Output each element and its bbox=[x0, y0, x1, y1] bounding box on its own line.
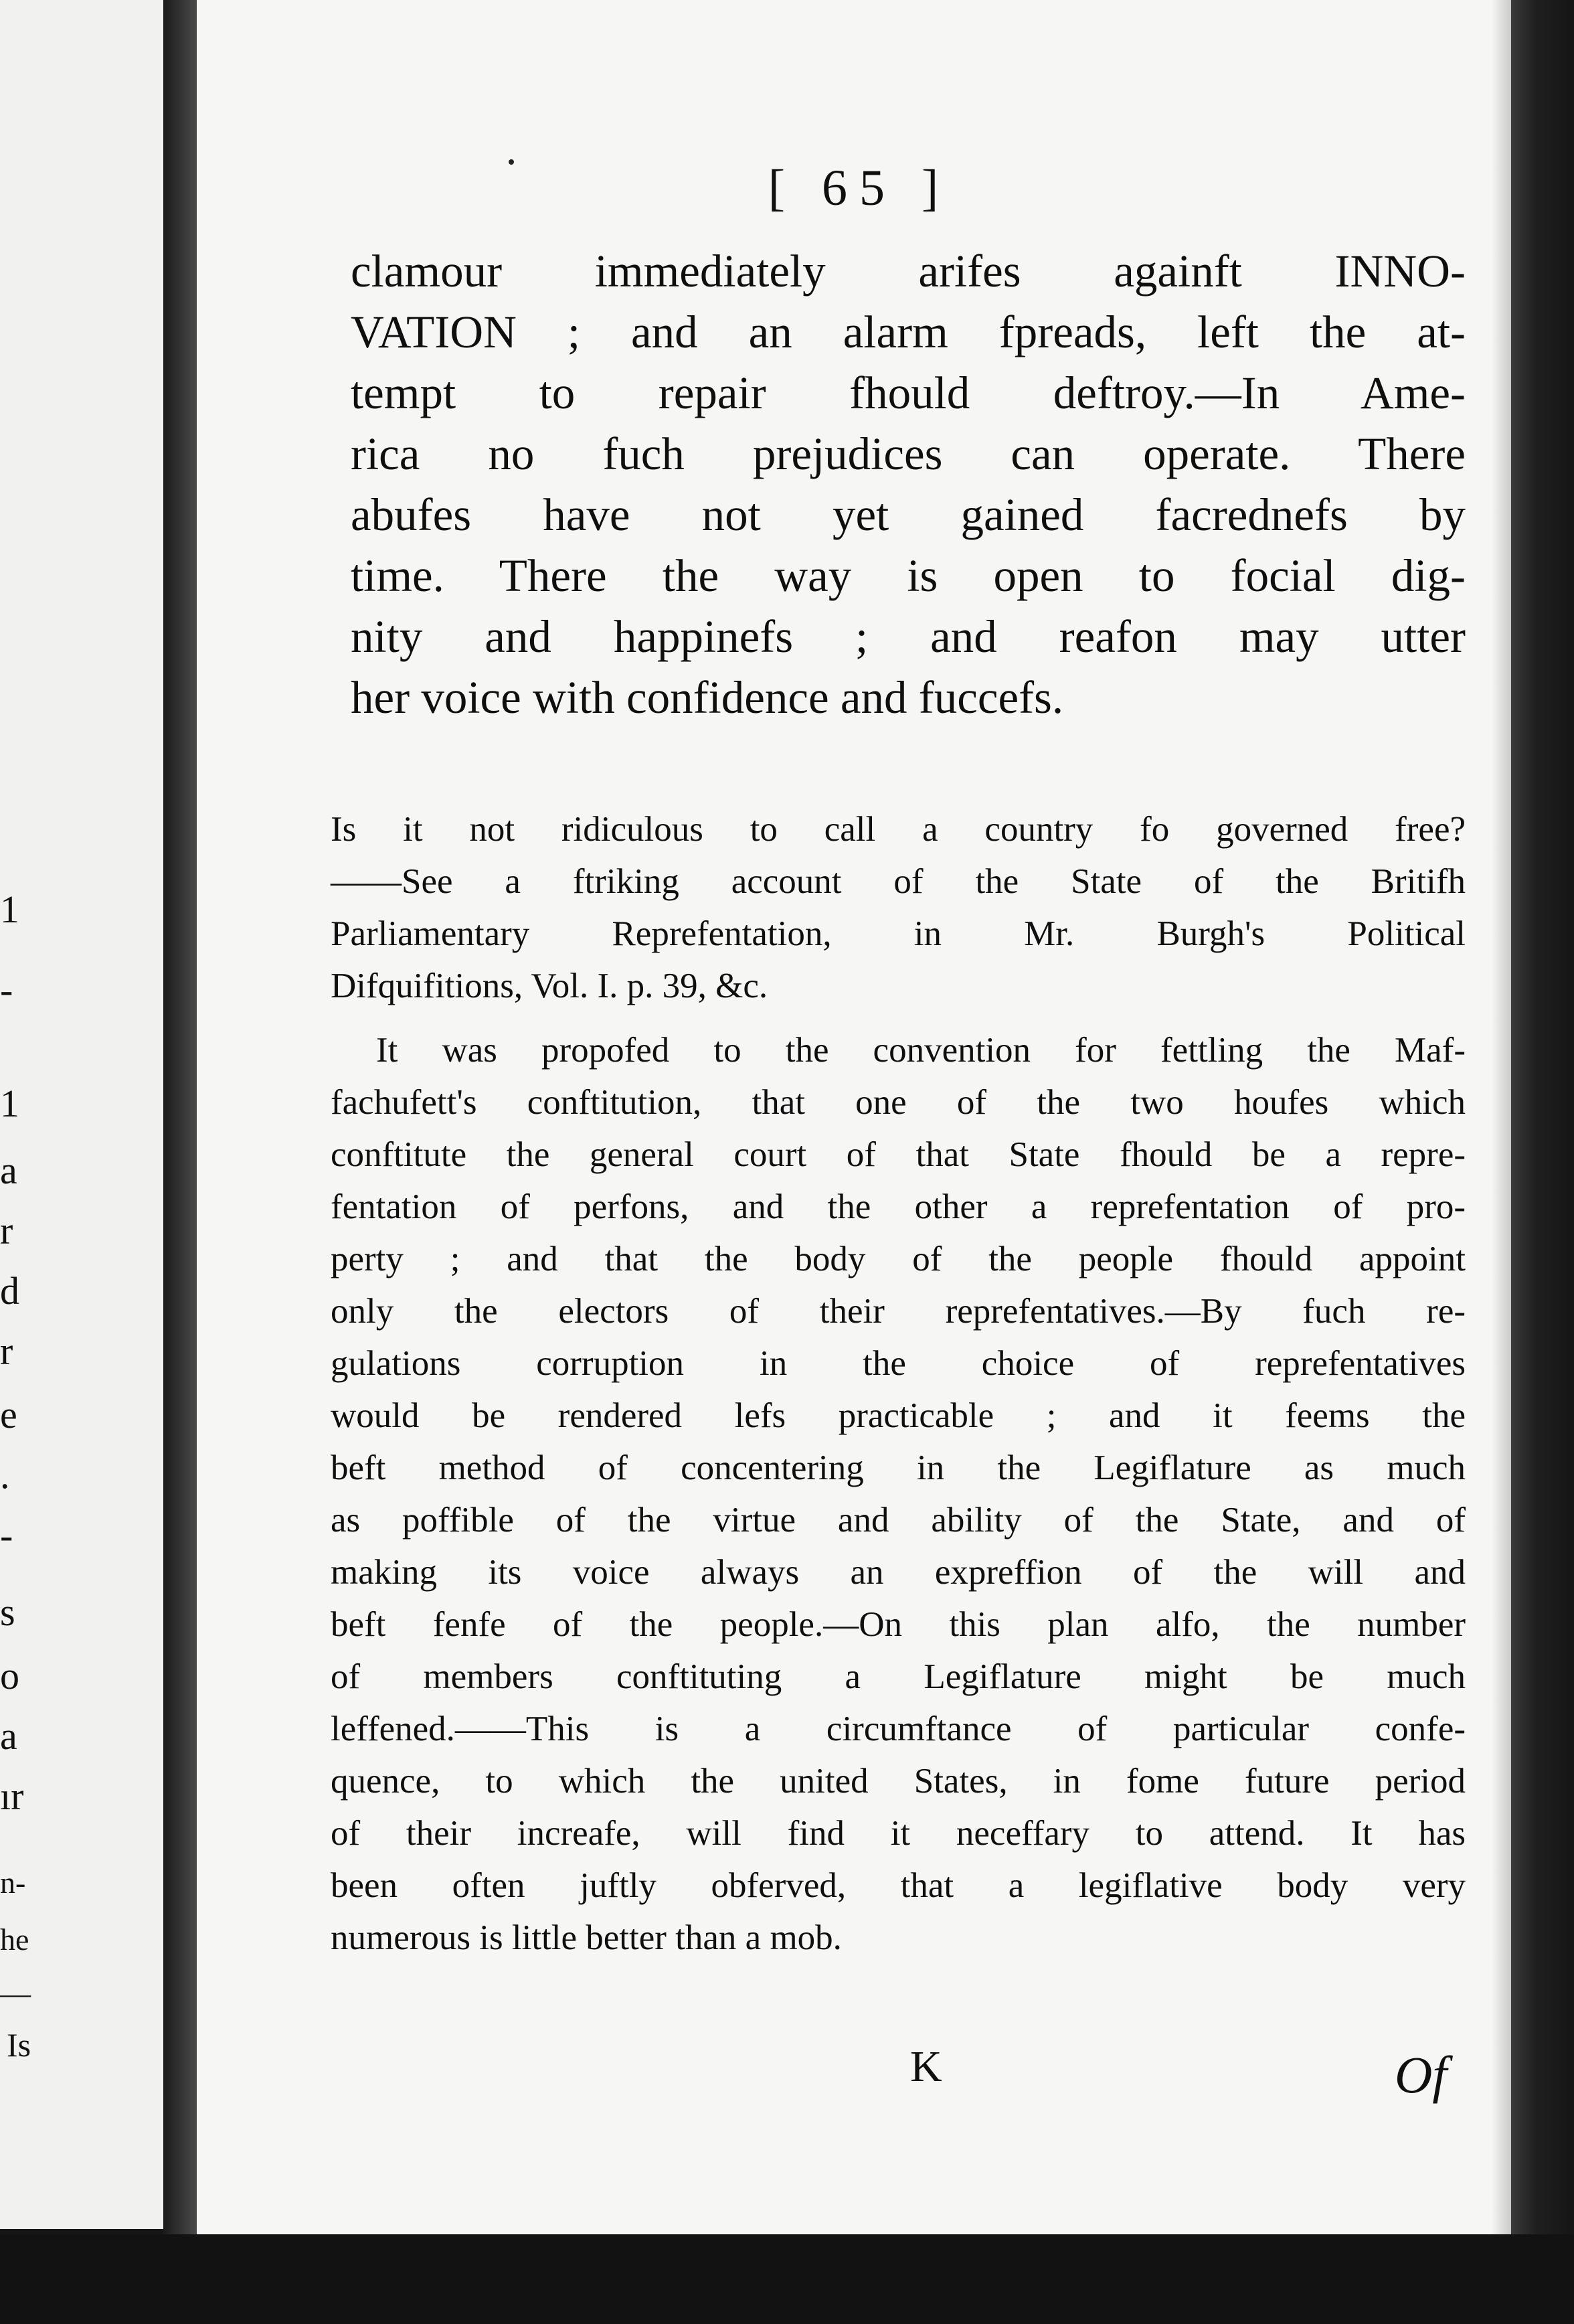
facing-page-char: d bbox=[0, 1269, 19, 1313]
footnote-line: fachufett's conftitution, that one of the two houfes which bbox=[331, 1083, 1466, 1122]
facing-page-char: n- bbox=[0, 1865, 26, 1900]
main-text-line: VATION ; and an alarm fpreads, left the at- bbox=[351, 307, 1466, 357]
main-text-line: abufes have not yet gained facrednefs by bbox=[351, 489, 1466, 540]
page-right-edge bbox=[1511, 0, 1574, 2324]
main-text-line: clamour immediately arifes againft INNO- bbox=[351, 246, 1466, 297]
facing-page-char: o bbox=[0, 1654, 19, 1697]
footnote-line: beft fenfe of the people.—On this plan alfo, the number bbox=[331, 1605, 1466, 1644]
paragraph-gap bbox=[331, 1012, 1466, 1024]
footnote-line: of members conftituting a Legiflature might be much bbox=[331, 1657, 1466, 1696]
footnote-line: making its voice always an expreffion of the will and bbox=[331, 1553, 1466, 1592]
footnote-line: conftitute the general court of that State fhould be a repre- bbox=[331, 1135, 1466, 1174]
main-text-block bbox=[351, 241, 1466, 728]
catchword: Of bbox=[1395, 2046, 1447, 2104]
facing-page-char: Is bbox=[7, 2026, 31, 2064]
footnote-line: ——See a ftriking account of the State of the Britifh bbox=[331, 862, 1466, 901]
facing-page-char: 1 bbox=[0, 1082, 19, 1125]
footnote-line: Parliamentary Reprefentation, in Mr. Burgh's Political bbox=[331, 914, 1466, 953]
facing-page-char: - bbox=[0, 968, 13, 1011]
footnote-line: numerous is little better than a mob. bbox=[331, 1918, 842, 1957]
footnote-line: beft method of concentering in the Legiflature as much bbox=[331, 1448, 1466, 1487]
facing-page-char: a bbox=[0, 1714, 17, 1758]
facing-page-char: — bbox=[0, 1976, 31, 2010]
book-page bbox=[197, 0, 1511, 2234]
ink-speck bbox=[509, 159, 514, 165]
footnote-line: perty ; and that the body of the people fhould appoint bbox=[331, 1240, 1466, 1278]
signature-mark: K bbox=[910, 2042, 942, 2091]
facing-page-char: 1 bbox=[0, 888, 19, 931]
footnote-line: leffened.——This is a circumftance of particular confe- bbox=[331, 1710, 1466, 1748]
facing-page-char: . bbox=[0, 1453, 10, 1497]
facing-page-char: - bbox=[0, 1513, 13, 1557]
main-text-line: her voice with confidence and fuccefs. bbox=[351, 672, 1064, 723]
footnote-line: It was propofed to the convention for fettling the Maf- bbox=[376, 1031, 1466, 1070]
page-number: [ 65 ] bbox=[768, 160, 951, 216]
facing-page-char: a bbox=[0, 1149, 17, 1192]
footnote-line: been often juftly obferved, that a legiflative body very bbox=[331, 1866, 1466, 1905]
facing-page-char: he bbox=[0, 1922, 29, 1957]
footnote-line: would be rendered lefs practicable ; and it feems the bbox=[331, 1396, 1466, 1435]
facing-page-char: r bbox=[0, 1209, 13, 1252]
main-text-line: nity and happinefs ; and reafon may utter bbox=[351, 611, 1466, 662]
footnotes bbox=[331, 803, 1466, 1964]
footnote-line: fentation of perfons, and the other a reprefentation of pro- bbox=[331, 1187, 1466, 1226]
main-text-line: time. There the way is open to focial dig- bbox=[351, 550, 1466, 601]
facing-page-fragment bbox=[0, 0, 163, 2229]
facing-page-char: ır bbox=[0, 1774, 24, 1818]
page-bottom-edge bbox=[0, 2234, 1574, 2324]
facing-page-char: s bbox=[0, 1590, 15, 1634]
footnote-line: Is it not ridiculous to call a country fo governed free? bbox=[331, 810, 1466, 849]
main-text-line: rica no fuch prejudices can operate. There bbox=[351, 428, 1466, 479]
footnote-line: quence, to which the united States, in fome future period bbox=[331, 1762, 1466, 1801]
footnote-line: as poffible of the virtue and ability of the State, and of bbox=[331, 1501, 1466, 1540]
footnote-line: Difquifitions, Vol. I. p. 39, &c. bbox=[331, 967, 768, 1005]
footnote-line: only the electors of their reprefentatives.—By fuch re- bbox=[331, 1292, 1466, 1331]
footnote-line: gulations corruption in the choice of reprefentatives bbox=[331, 1344, 1466, 1383]
footnote-line: of their increafe, will find it neceffary to attend. It has bbox=[331, 1814, 1466, 1853]
facing-page-char: r bbox=[0, 1329, 13, 1373]
book-gutter bbox=[163, 0, 197, 2324]
facing-page-char: e bbox=[0, 1393, 17, 1436]
main-text-line: tempt to repair fhould deftroy.—In Ame- bbox=[351, 367, 1466, 418]
